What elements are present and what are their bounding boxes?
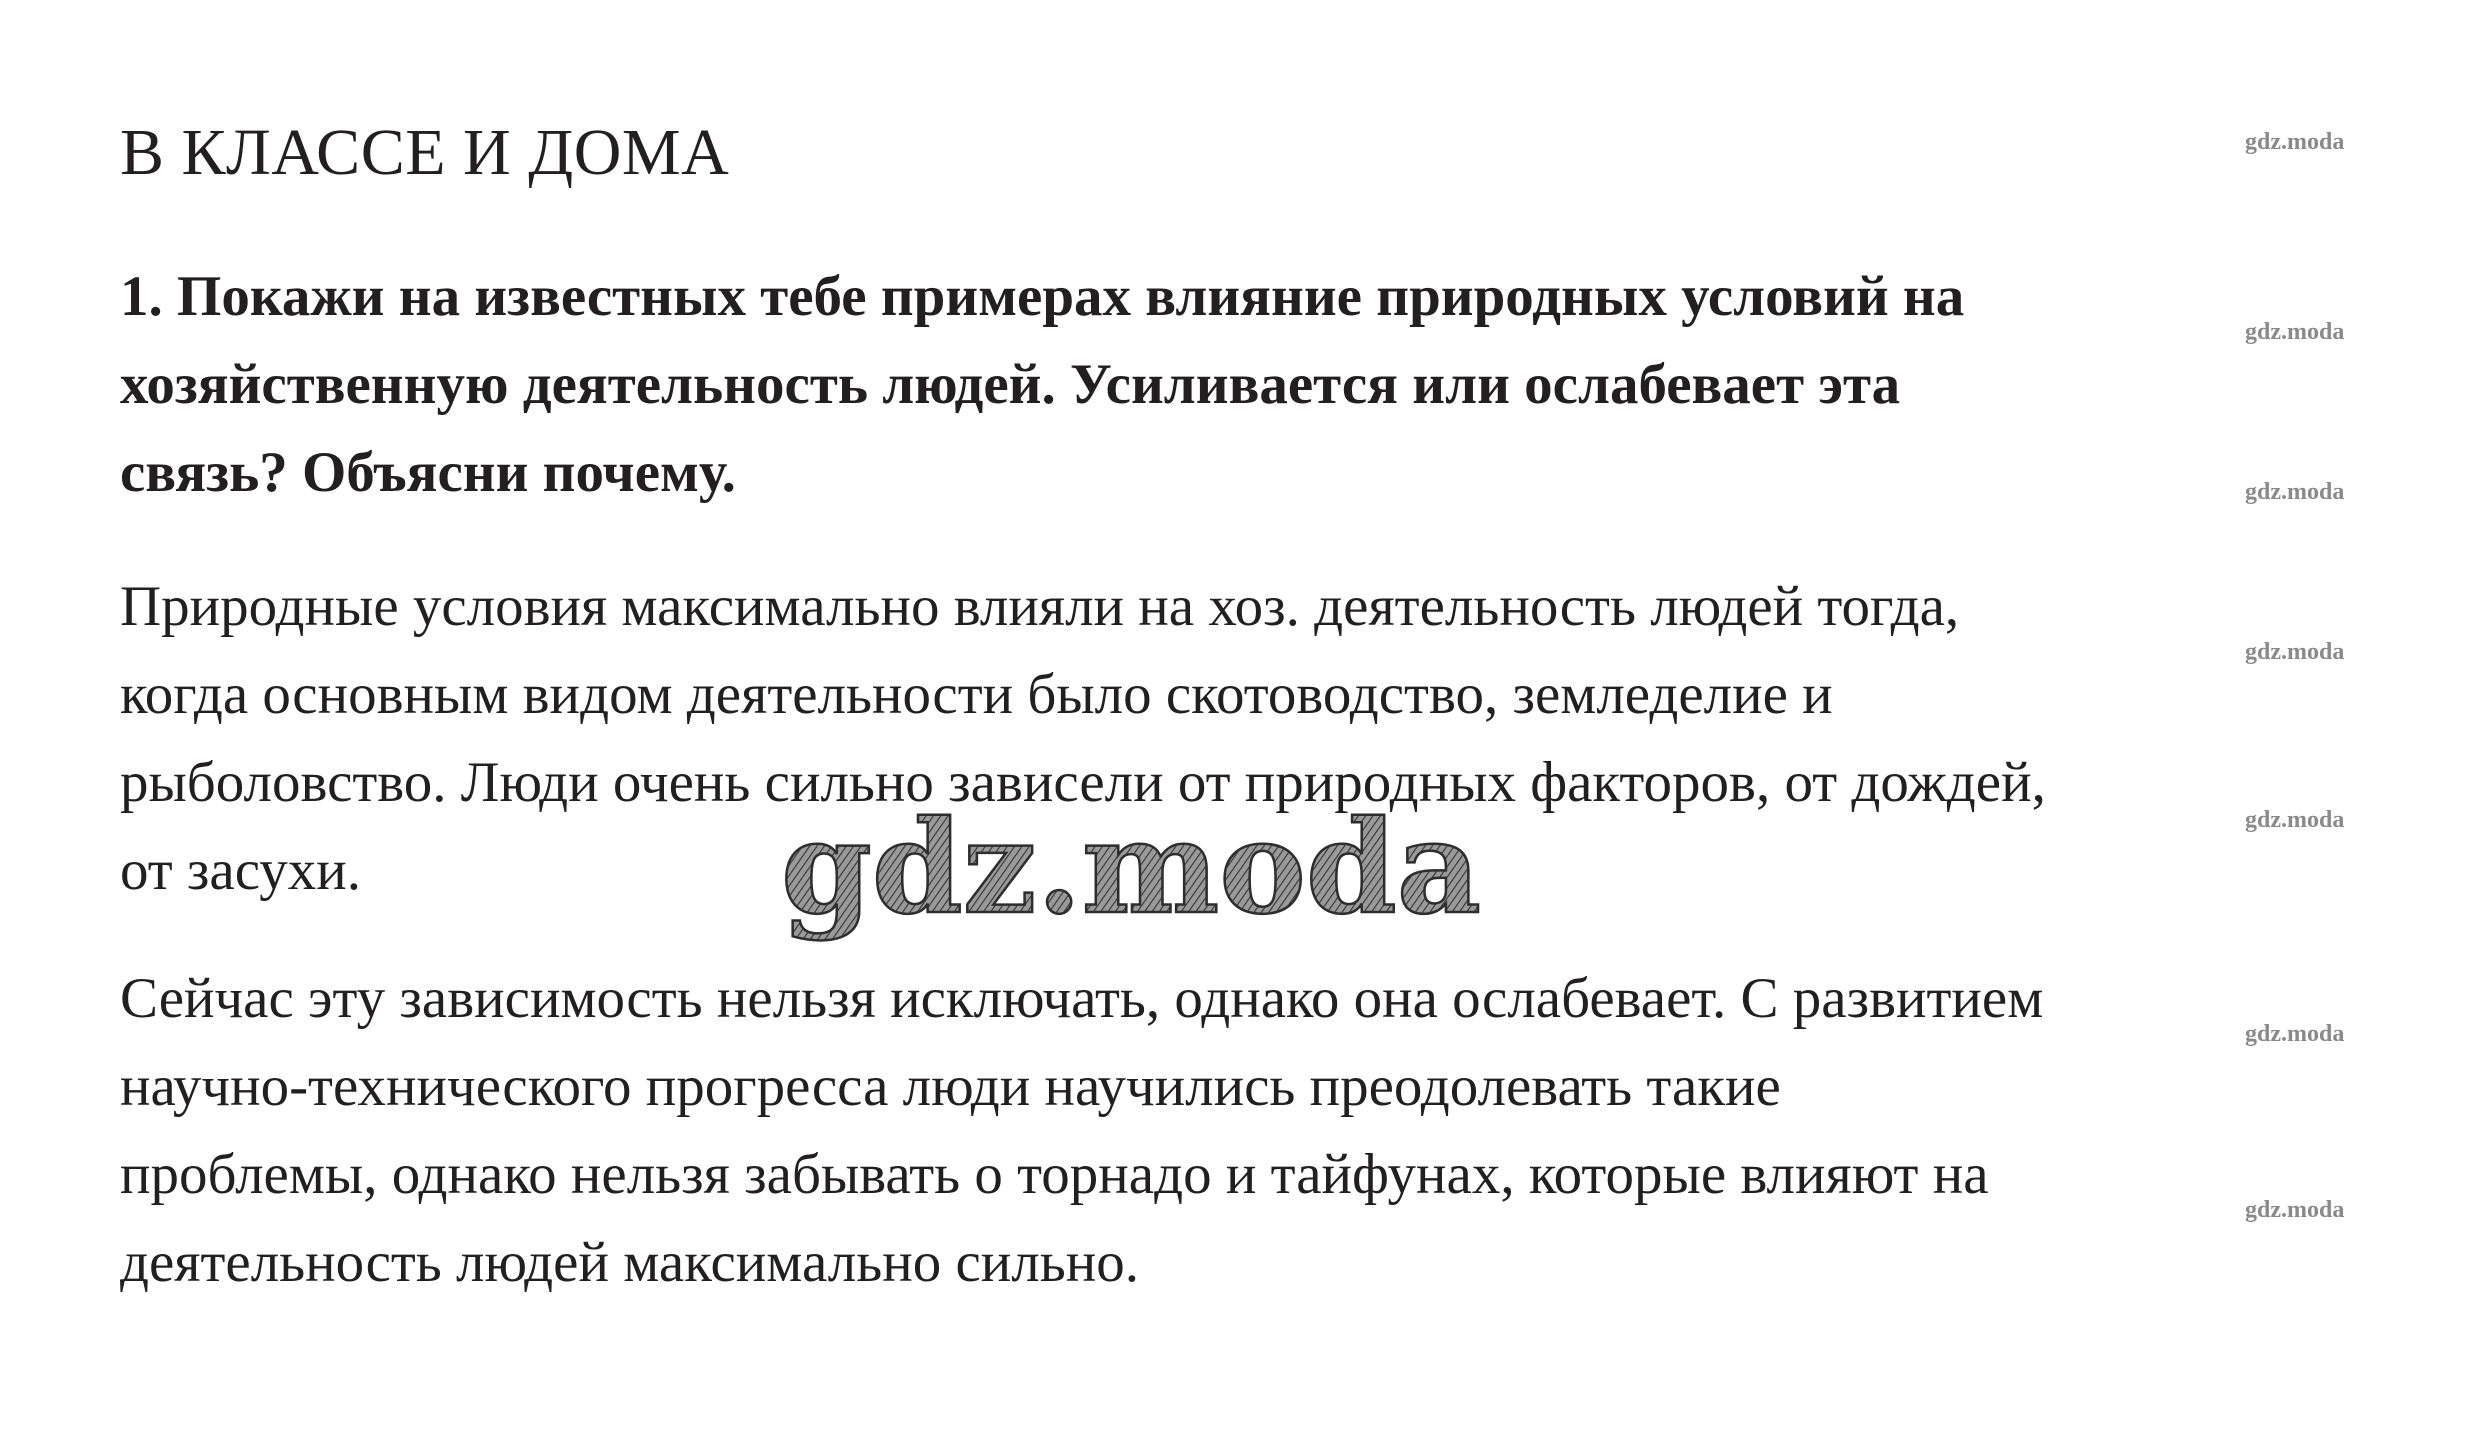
question-line-1: 1. Покажи на известных тебе примерах влияние природных условий на <box>120 265 1965 328</box>
watermark-small: gdz.moda <box>2245 129 2345 155</box>
answer-p2-line-3: проблемы, однако нельзя забывать о торнадо и тайфунах, которые влияют на <box>120 1143 1989 1206</box>
answer-p1-line-1: Природные условия максимально влияли на хоз. деятельность людей тогда, <box>120 575 1960 638</box>
watermark-small: gdz.moda <box>2245 479 2345 505</box>
watermark-small: gdz.moda <box>2245 639 2345 665</box>
watermark-large-text: gdz.moda <box>781 793 1481 943</box>
answer-p2-line-4: деятельность людей максимально сильно. <box>120 1231 1139 1294</box>
watermark-logo <box>775 790 1495 960</box>
question-line-2: хозяйственную деятельность людей. Усиливается или ослабевает эта <box>120 353 1901 416</box>
watermark-small: gdz.moda <box>2245 807 2345 833</box>
watermark-large <box>775 790 1495 960</box>
answer-p2-line-1: Сейчас эту зависимость нельзя исключать, однако она ослабевает. С развитием <box>120 967 2044 1030</box>
watermark-small: gdz.moda <box>2245 1021 2345 1047</box>
watermark-small: gdz.moda <box>2245 319 2345 345</box>
section-heading: В КЛАССЕ И ДОМА <box>120 116 730 189</box>
answer-p1-line-2: когда основным видом деятельности было скотоводство, земледелие и <box>120 663 1833 726</box>
answer-p1-line-3: рыболовство. Люди очень сильно зависели от природных факторов, от дождей, <box>120 751 2046 814</box>
answer-p2-line-2: научно-технического прогресса люди научились преодолевать такие <box>120 1055 1781 1118</box>
watermark-small: gdz.moda <box>2245 1197 2345 1223</box>
answer-p1-line-4: от засухи. <box>120 839 362 902</box>
question-line-3: связь? Объясни почему. <box>120 441 736 504</box>
